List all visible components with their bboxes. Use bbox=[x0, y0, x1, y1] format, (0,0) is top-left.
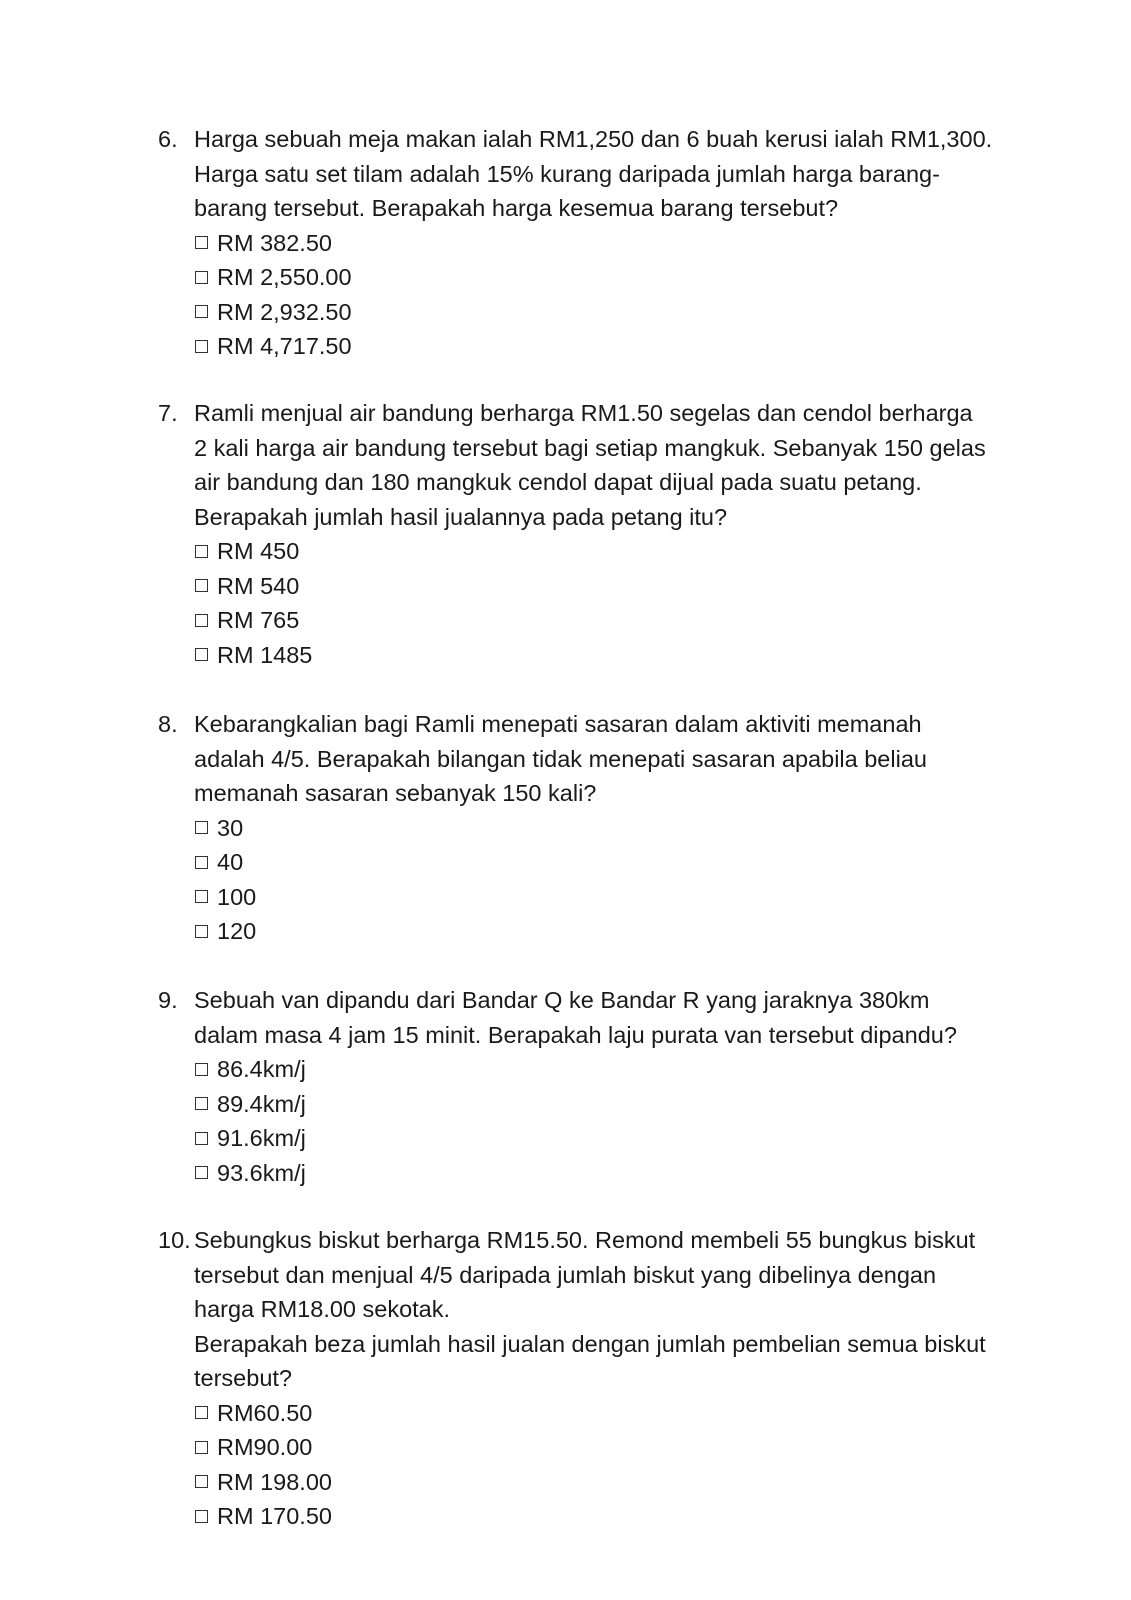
answer-option[interactable] bbox=[194, 603, 1018, 638]
option-label: RM 382.50 bbox=[217, 229, 332, 256]
checkbox-icon[interactable] bbox=[195, 305, 208, 318]
option-label: RM90.00 bbox=[217, 1434, 313, 1460]
option-label: RM 2,932.50 bbox=[217, 298, 352, 325]
answer-option[interactable] bbox=[194, 638, 1018, 673]
question-6 bbox=[158, 122, 1018, 364]
question-text-line: Berapakah beza jumlah hasil jualan dengan jumlah pembelian semua biskut bbox=[194, 1330, 986, 1357]
question-number: 9. bbox=[158, 987, 178, 1013]
option-label: 89.4km/j bbox=[217, 1090, 306, 1117]
question-7 bbox=[158, 396, 1018, 672]
question-number: 10. bbox=[158, 1227, 191, 1253]
answer-options bbox=[194, 226, 1018, 364]
option-label: 86.4km/j bbox=[217, 1056, 306, 1082]
checkbox-icon[interactable] bbox=[195, 271, 208, 284]
answer-option[interactable] bbox=[194, 811, 1018, 846]
answer-option[interactable] bbox=[194, 1465, 1018, 1500]
question-9 bbox=[158, 983, 1018, 1190]
answer-option[interactable] bbox=[194, 1121, 1018, 1156]
option-label: RM 765 bbox=[217, 607, 300, 633]
answer-options bbox=[194, 1052, 1018, 1190]
option-label: RM 198.00 bbox=[217, 1468, 332, 1495]
question-8 bbox=[158, 707, 1018, 949]
checkbox-icon[interactable] bbox=[195, 648, 208, 661]
question-text-line: Harga satu set tilam adalah 15% kurang daripada jumlah harga barang- bbox=[194, 160, 940, 187]
answer-options bbox=[194, 811, 1018, 949]
checkbox-icon[interactable] bbox=[195, 821, 208, 834]
answer-option[interactable] bbox=[194, 1499, 1018, 1534]
option-label: 100 bbox=[217, 883, 257, 910]
answer-option[interactable] bbox=[194, 260, 1018, 295]
answer-option[interactable] bbox=[194, 845, 1018, 880]
option-label: RM 170.50 bbox=[217, 1503, 332, 1529]
answer-option[interactable] bbox=[194, 914, 1018, 949]
checkbox-icon[interactable] bbox=[195, 236, 208, 249]
option-label: RM 2,550.00 bbox=[217, 264, 352, 290]
option-label: 91.6km/j bbox=[217, 1125, 306, 1151]
question-text-line: tersebut dan menjual 4/5 daripada jumlah biskut yang dibelinya dengan bbox=[194, 1261, 937, 1288]
question-text-line: memanah sasaran sebanyak 150 kali? bbox=[194, 780, 597, 806]
checkbox-icon[interactable] bbox=[195, 1166, 208, 1179]
answer-option[interactable] bbox=[194, 1430, 1018, 1465]
option-label: RM 4,717.50 bbox=[217, 333, 352, 359]
option-label: RM 540 bbox=[217, 572, 300, 599]
answer-options bbox=[194, 1396, 1018, 1534]
question-text-line: Kebarangkalian bagi Ramli menepati sasaran dalam aktiviti memanah bbox=[194, 711, 922, 737]
option-label: RM 1485 bbox=[217, 641, 313, 668]
question-text-line: Sebungkus biskut berharga RM15.50. Remond membeli 55 bungkus biskut bbox=[194, 1227, 976, 1253]
question-text-line: Sebuah van dipandu dari Bandar Q ke Bandar R yang jaraknya 380km bbox=[194, 987, 930, 1013]
answer-option[interactable] bbox=[194, 1156, 1018, 1191]
answer-options bbox=[194, 534, 1018, 672]
question-number: 6. bbox=[158, 126, 178, 152]
option-label: RM 450 bbox=[217, 538, 300, 564]
checkbox-icon[interactable] bbox=[195, 340, 208, 353]
checkbox-icon[interactable] bbox=[195, 1132, 208, 1145]
question-number: 7. bbox=[158, 400, 178, 426]
checkbox-icon[interactable] bbox=[195, 1097, 208, 1110]
answer-option[interactable] bbox=[194, 1052, 1018, 1087]
checkbox-icon[interactable] bbox=[195, 1406, 208, 1419]
checkbox-icon[interactable] bbox=[195, 545, 208, 558]
answer-option[interactable] bbox=[194, 295, 1018, 330]
checkbox-icon[interactable] bbox=[195, 579, 208, 592]
question-text-line: tersebut? bbox=[194, 1365, 292, 1391]
question-text-line: harga RM18.00 sekotak. bbox=[194, 1296, 451, 1322]
checkbox-icon[interactable] bbox=[195, 614, 208, 627]
checkbox-icon[interactable] bbox=[195, 1475, 208, 1488]
checkbox-icon[interactable] bbox=[195, 925, 208, 938]
question-text-line: Harga sebuah meja makan ialah RM1,250 dan 6 buah kerusi ialah RM1,300. bbox=[194, 126, 993, 152]
answer-option[interactable] bbox=[194, 880, 1018, 915]
question-text-line: 2 kali harga air bandung tersebut bagi setiap mangkuk. Sebanyak 150 gelas bbox=[194, 434, 986, 461]
answer-option[interactable] bbox=[194, 569, 1018, 604]
option-label: 93.6km/j bbox=[217, 1159, 306, 1186]
question-text-line: air bandung dan 180 mangkuk cendol dapat dijual pada suatu petang. bbox=[194, 469, 922, 495]
option-label: 40 bbox=[217, 849, 244, 875]
option-label: 30 bbox=[217, 814, 244, 841]
checkbox-icon[interactable] bbox=[195, 1510, 208, 1523]
checkbox-icon[interactable] bbox=[195, 856, 208, 869]
question-text-line: adalah 4/5. Berapakah bilangan tidak menepati sasaran apabila beliau bbox=[194, 745, 927, 772]
answer-option[interactable] bbox=[194, 1396, 1018, 1431]
question-text-line: dalam masa 4 jam 15 minit. Berapakah laju purata van tersebut dipandu? bbox=[194, 1021, 957, 1048]
question-10 bbox=[158, 1223, 1018, 1534]
answer-option[interactable] bbox=[194, 226, 1018, 261]
question-text-line: Ramli menjual air bandung berharga RM1.50 segelas dan cendol berharga bbox=[194, 400, 973, 426]
option-label: 120 bbox=[217, 918, 257, 944]
answer-option[interactable] bbox=[194, 329, 1018, 364]
answer-option[interactable] bbox=[194, 534, 1018, 569]
checkbox-icon[interactable] bbox=[195, 1063, 208, 1076]
checkbox-icon[interactable] bbox=[195, 890, 208, 903]
question-number: 8. bbox=[158, 711, 178, 737]
question-text-line: Berapakah jumlah hasil jualannya pada petang itu? bbox=[194, 503, 728, 530]
question-text-line: barang tersebut. Berapakah harga kesemua barang tersebut? bbox=[194, 195, 839, 221]
checkbox-icon[interactable] bbox=[195, 1441, 208, 1454]
answer-option[interactable] bbox=[194, 1087, 1018, 1122]
option-label: RM60.50 bbox=[217, 1399, 313, 1426]
